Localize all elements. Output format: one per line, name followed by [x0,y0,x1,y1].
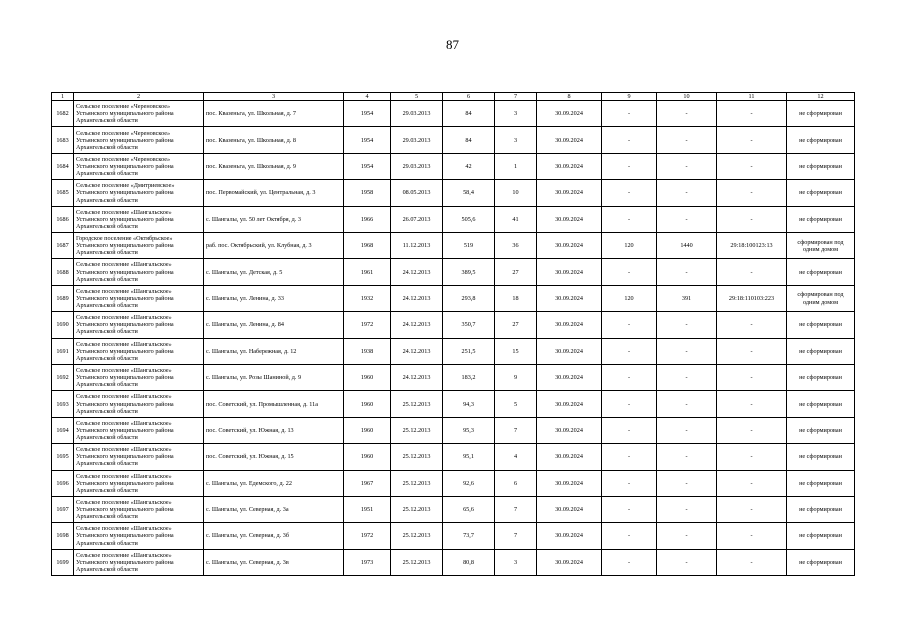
address-cell: пос. Советский, ул. Южная, д. 15 [204,444,344,470]
address-cell: с. Шангалы, ул. Детская, д. 5 [204,259,344,285]
year-built-cell: 1973 [344,549,391,575]
table-row [52,233,855,259]
inclusion-date-cell: 29.03.2013 [391,127,443,153]
table-row [52,470,855,496]
year-built-cell: 1967 [344,470,391,496]
residents-cell: 7 [495,523,537,549]
column-header: 10 [657,93,717,101]
inclusion-date-cell: 25.12.2013 [391,470,443,496]
cadastral-number-cell: - [717,312,787,338]
land-plot-status-cell: не сформирован [787,470,855,496]
column-header: 8 [537,93,602,101]
address-cell: с. Шангалы, ул. 50 лет Октября, д. 3 [204,206,344,232]
cell-col-9-cell: - [602,206,657,232]
address-cell: пос. Советский, ул. Промышленная, д. 11а [204,391,344,417]
residents-cell: 3 [495,127,537,153]
resettlement-deadline-cell: 30.09.2024 [537,523,602,549]
land-plot-status-cell: не сформирован [787,206,855,232]
cadastral-number-cell: - [717,444,787,470]
address-cell: с. Шангалы, ул. Набережная, д. 12 [204,338,344,364]
settlement-name-cell: Сельское поселение «Шангальское» Устьянского муниципального района Архангельской области [74,470,204,496]
cadastral-number-cell: - [717,259,787,285]
table-row [52,153,855,179]
inclusion-date-cell: 25.12.2013 [391,444,443,470]
cell-col-9-cell: - [602,101,657,127]
column-header: 11 [717,93,787,101]
inclusion-date-cell: 25.12.2013 [391,417,443,443]
column-header: 12 [787,93,855,101]
year-built-cell: 1960 [344,444,391,470]
land-plot-status-cell: сформирован под одним домом [787,285,855,311]
cell-col-10-cell: 1440 [657,233,717,259]
area-cell: 92,6 [443,470,495,496]
resettlement-deadline-cell: 30.09.2024 [537,101,602,127]
resettlement-deadline-cell: 30.09.2024 [537,365,602,391]
cadastral-number-cell: - [717,101,787,127]
table-row [52,496,855,522]
settlement-name-cell: Сельское поселение «Шангальское» Устьянского муниципального района Архангельской области [74,285,204,311]
cell-col-10-cell: - [657,549,717,575]
resettlement-deadline-cell: 30.09.2024 [537,417,602,443]
column-header: 1 [52,93,74,101]
cadastral-number-cell: - [717,470,787,496]
year-built-cell: 1966 [344,206,391,232]
settlement-name-cell: Сельское поселение «Шангальское» Устьянского муниципального района Архангельской области [74,312,204,338]
row-number-cell: 1686 [52,206,74,232]
cell-col-10-cell: - [657,259,717,285]
housing-registry-table [51,92,855,576]
area-cell: 58,4 [443,180,495,206]
cell-col-10-cell: - [657,365,717,391]
row-number-cell: 1688 [52,259,74,285]
area-cell: 293,8 [443,285,495,311]
cell-col-10-cell: - [657,101,717,127]
cell-col-9-cell: - [602,523,657,549]
cadastral-number-cell: - [717,338,787,364]
row-number-cell: 1682 [52,101,74,127]
residents-cell: 7 [495,496,537,522]
land-plot-status-cell: не сформирован [787,101,855,127]
cell-col-9-cell: - [602,496,657,522]
cell-col-10-cell: - [657,206,717,232]
year-built-cell: 1961 [344,259,391,285]
page-number: 87 [446,37,459,52]
settlement-name-cell: Сельское поселение «Шангальское» Устьянского муниципального района Архангельской области [74,206,204,232]
column-header: 2 [74,93,204,101]
year-built-cell: 1932 [344,285,391,311]
resettlement-deadline-cell: 30.09.2024 [537,549,602,575]
resettlement-deadline-cell: 30.09.2024 [537,338,602,364]
land-plot-status-cell: не сформирован [787,391,855,417]
land-plot-status-cell: не сформирован [787,496,855,522]
settlement-name-cell: Сельское поселение «Шангальское» Устьянского муниципального района Архангельской области [74,523,204,549]
cell-col-9-cell: - [602,153,657,179]
residents-cell: 6 [495,470,537,496]
address-cell: с. Шангалы, ул. Северная, д. 3б [204,523,344,549]
area-cell: 84 [443,127,495,153]
cadastral-number-cell: - [717,153,787,179]
cell-col-10-cell: - [657,312,717,338]
area-cell: 505,6 [443,206,495,232]
year-built-cell: 1954 [344,127,391,153]
area-cell: 183,2 [443,365,495,391]
cadastral-number-cell: - [717,417,787,443]
table-row [52,101,855,127]
year-built-cell: 1960 [344,365,391,391]
row-number-cell: 1692 [52,365,74,391]
cell-col-10-cell: - [657,470,717,496]
area-cell: 95,3 [443,417,495,443]
inclusion-date-cell: 11.12.2013 [391,233,443,259]
inclusion-date-cell: 25.12.2013 [391,496,443,522]
resettlement-deadline-cell: 30.09.2024 [537,470,602,496]
table-row [52,549,855,575]
resettlement-deadline-cell: 30.09.2024 [537,153,602,179]
land-plot-status-cell: не сформирован [787,312,855,338]
inclusion-date-cell: 29.03.2013 [391,101,443,127]
settlement-name-cell: Сельское поселение «Череновское» Устьянского муниципального района Архангельской области [74,101,204,127]
table-row [52,365,855,391]
land-plot-status-cell: сформирован под одним домом [787,233,855,259]
inclusion-date-cell: 24.12.2013 [391,338,443,364]
address-cell: раб. пос. Октябрьский, ул. Клубная, д. 3 [204,233,344,259]
land-plot-status-cell: не сформирован [787,338,855,364]
land-plot-status-cell: не сформирован [787,259,855,285]
address-cell: пос. Первомайский, ул. Центральная, д. 3 [204,180,344,206]
residents-cell: 3 [495,549,537,575]
year-built-cell: 1972 [344,523,391,549]
table-row [52,127,855,153]
cadastral-number-cell: - [717,127,787,153]
residents-cell: 10 [495,180,537,206]
address-cell: пос. Квазеньга, ул. Школьная, д. 9 [204,153,344,179]
residents-cell: 3 [495,101,537,127]
inclusion-date-cell: 25.12.2013 [391,391,443,417]
resettlement-deadline-cell: 30.09.2024 [537,391,602,417]
row-number-cell: 1684 [52,153,74,179]
table-row [52,523,855,549]
inclusion-date-cell: 24.12.2013 [391,365,443,391]
cell-col-10-cell: - [657,338,717,364]
cell-col-9-cell: - [602,338,657,364]
residents-cell: 9 [495,365,537,391]
address-cell: с. Шангалы, ул. Розы Шаниной, д. 9 [204,365,344,391]
cell-col-9-cell: - [602,127,657,153]
resettlement-deadline-cell: 30.09.2024 [537,259,602,285]
table-body [52,101,855,576]
inclusion-date-cell: 25.12.2013 [391,523,443,549]
inclusion-date-cell: 29.03.2013 [391,153,443,179]
inclusion-date-cell: 08.05.2013 [391,180,443,206]
area-cell: 389,5 [443,259,495,285]
table-row [52,259,855,285]
residents-cell: 4 [495,444,537,470]
cell-col-9-cell: - [602,259,657,285]
cadastral-number-cell: - [717,523,787,549]
column-number-row [52,93,855,101]
inclusion-date-cell: 24.12.2013 [391,285,443,311]
column-header: 3 [204,93,344,101]
column-header: 4 [344,93,391,101]
land-plot-status-cell: не сформирован [787,127,855,153]
cell-col-9-cell: - [602,470,657,496]
cell-col-10-cell: - [657,153,717,179]
resettlement-deadline-cell: 30.09.2024 [537,312,602,338]
row-number-cell: 1689 [52,285,74,311]
cadastral-number-cell: - [717,180,787,206]
land-plot-status-cell: не сформирован [787,444,855,470]
cell-col-9-cell: - [602,417,657,443]
area-cell: 95,1 [443,444,495,470]
inclusion-date-cell: 24.12.2013 [391,312,443,338]
settlement-name-cell: Городское поселение «Октябрьское» Устьянского муниципального района Архангельской области [74,233,204,259]
address-cell: с. Шангалы, ул. Северная, д. 3а [204,496,344,522]
table-row [52,391,855,417]
cell-col-10-cell: - [657,391,717,417]
settlement-name-cell: Сельское поселение «Шангальское» Устьянского муниципального района Архангельской области [74,365,204,391]
address-cell: пос. Квазеньга, ул. Школьная, д. 7 [204,101,344,127]
area-cell: 350,7 [443,312,495,338]
settlement-name-cell: Сельское поселение «Шангальское» Устьянского муниципального района Архангельской области [74,496,204,522]
resettlement-deadline-cell: 30.09.2024 [537,180,602,206]
column-header: 7 [495,93,537,101]
table-row [52,338,855,364]
residents-cell: 36 [495,233,537,259]
area-cell: 251,5 [443,338,495,364]
table-row [52,312,855,338]
address-cell: с. Шангалы, ул. Северная, д. 3в [204,549,344,575]
row-number-cell: 1687 [52,233,74,259]
table-row [52,285,855,311]
row-number-cell: 1696 [52,470,74,496]
settlement-name-cell: Сельское поселение «Череновское» Устьянского муниципального района Архангельской области [74,153,204,179]
land-plot-status-cell: не сформирован [787,417,855,443]
area-cell: 519 [443,233,495,259]
table-row [52,444,855,470]
cell-col-9-cell: - [602,444,657,470]
address-cell: пос. Советский, ул. Южная, д. 13 [204,417,344,443]
row-number-cell: 1685 [52,180,74,206]
column-header: 9 [602,93,657,101]
cell-col-9-cell: - [602,391,657,417]
inclusion-date-cell: 26.07.2013 [391,206,443,232]
address-cell: пос. Квазеньга, ул. Школьная, д. 8 [204,127,344,153]
settlement-name-cell: Сельское поселение «Череновское» Устьянского муниципального района Архангельской области [74,127,204,153]
resettlement-deadline-cell: 30.09.2024 [537,127,602,153]
residents-cell: 27 [495,259,537,285]
settlement-name-cell: Сельское поселение «Шангальское» Устьянского муниципального района Архангельской области [74,259,204,285]
column-header: 6 [443,93,495,101]
cadastral-number-cell: 29:18:100123:13 [717,233,787,259]
resettlement-deadline-cell: 30.09.2024 [537,206,602,232]
cell-col-9-cell: - [602,365,657,391]
cell-col-10-cell: - [657,127,717,153]
residents-cell: 41 [495,206,537,232]
row-number-cell: 1698 [52,523,74,549]
cell-col-10-cell: - [657,496,717,522]
resettlement-deadline-cell: 30.09.2024 [537,444,602,470]
year-built-cell: 1951 [344,496,391,522]
row-number-cell: 1697 [52,496,74,522]
residents-cell: 1 [495,153,537,179]
settlement-name-cell: Сельское поселение «Шангальское» Устьянского муниципального района Архангельской области [74,444,204,470]
area-cell: 80,8 [443,549,495,575]
area-cell: 42 [443,153,495,179]
row-number-cell: 1695 [52,444,74,470]
year-built-cell: 1960 [344,417,391,443]
cell-col-9-cell: 120 [602,285,657,311]
cadastral-number-cell: - [717,365,787,391]
cell-col-9-cell: - [602,549,657,575]
cadastral-number-cell: - [717,549,787,575]
address-cell: с. Шангалы, ул. Ленина, д. 84 [204,312,344,338]
row-number-cell: 1694 [52,417,74,443]
row-number-cell: 1693 [52,391,74,417]
row-number-cell: 1691 [52,338,74,364]
cadastral-number-cell: - [717,206,787,232]
cadastral-number-cell: 29:18:110103:223 [717,285,787,311]
cell-col-10-cell: - [657,417,717,443]
year-built-cell: 1972 [344,312,391,338]
residents-cell: 7 [495,417,537,443]
settlement-name-cell: Сельское поселение «Шангальское» Устьянского муниципального района Архангельской области [74,417,204,443]
area-cell: 94,3 [443,391,495,417]
cell-col-9-cell: - [602,312,657,338]
address-cell: с. Шангалы, ул. Ленина, д. 33 [204,285,344,311]
cadastral-number-cell: - [717,496,787,522]
year-built-cell: 1968 [344,233,391,259]
cell-col-10-cell: - [657,180,717,206]
land-plot-status-cell: не сформирован [787,180,855,206]
area-cell: 84 [443,101,495,127]
area-cell: 65,6 [443,496,495,522]
year-built-cell: 1938 [344,338,391,364]
residents-cell: 18 [495,285,537,311]
inclusion-date-cell: 25.12.2013 [391,549,443,575]
area-cell: 73,7 [443,523,495,549]
inclusion-date-cell: 24.12.2013 [391,259,443,285]
resettlement-deadline-cell: 30.09.2024 [537,233,602,259]
column-header: 5 [391,93,443,101]
table-row [52,206,855,232]
settlement-name-cell: Сельское поселение «Шангальское» Устьянского муниципального района Архангельской области [74,391,204,417]
settlement-name-cell: Сельское поселение «Шангальское» Устьянского муниципального района Архангельской области [74,338,204,364]
land-plot-status-cell: не сформирован [787,523,855,549]
row-number-cell: 1690 [52,312,74,338]
resettlement-deadline-cell: 30.09.2024 [537,285,602,311]
year-built-cell: 1958 [344,180,391,206]
land-plot-status-cell: не сформирован [787,549,855,575]
cell-col-10-cell: - [657,523,717,549]
settlement-name-cell: Сельское поселение «Дмитриевское» Устьянского муниципального района Архангельской области [74,180,204,206]
land-plot-status-cell: не сформирован [787,365,855,391]
residents-cell: 27 [495,312,537,338]
row-number-cell: 1683 [52,127,74,153]
settlement-name-cell: Сельское поселение «Шангальское» Устьянского муниципального района Архангельской области [74,549,204,575]
year-built-cell: 1960 [344,391,391,417]
land-plot-status-cell: не сформирован [787,153,855,179]
year-built-cell: 1954 [344,101,391,127]
resettlement-deadline-cell: 30.09.2024 [537,496,602,522]
cell-col-9-cell: 120 [602,233,657,259]
cadastral-number-cell: - [717,391,787,417]
cell-col-10-cell: 391 [657,285,717,311]
cell-col-10-cell: - [657,444,717,470]
year-built-cell: 1954 [344,153,391,179]
residents-cell: 15 [495,338,537,364]
table-row [52,180,855,206]
table-row [52,417,855,443]
row-number-cell: 1699 [52,549,74,575]
cell-col-9-cell: - [602,180,657,206]
residents-cell: 5 [495,391,537,417]
address-cell: с. Шангалы, ул. Едемского, д. 22 [204,470,344,496]
